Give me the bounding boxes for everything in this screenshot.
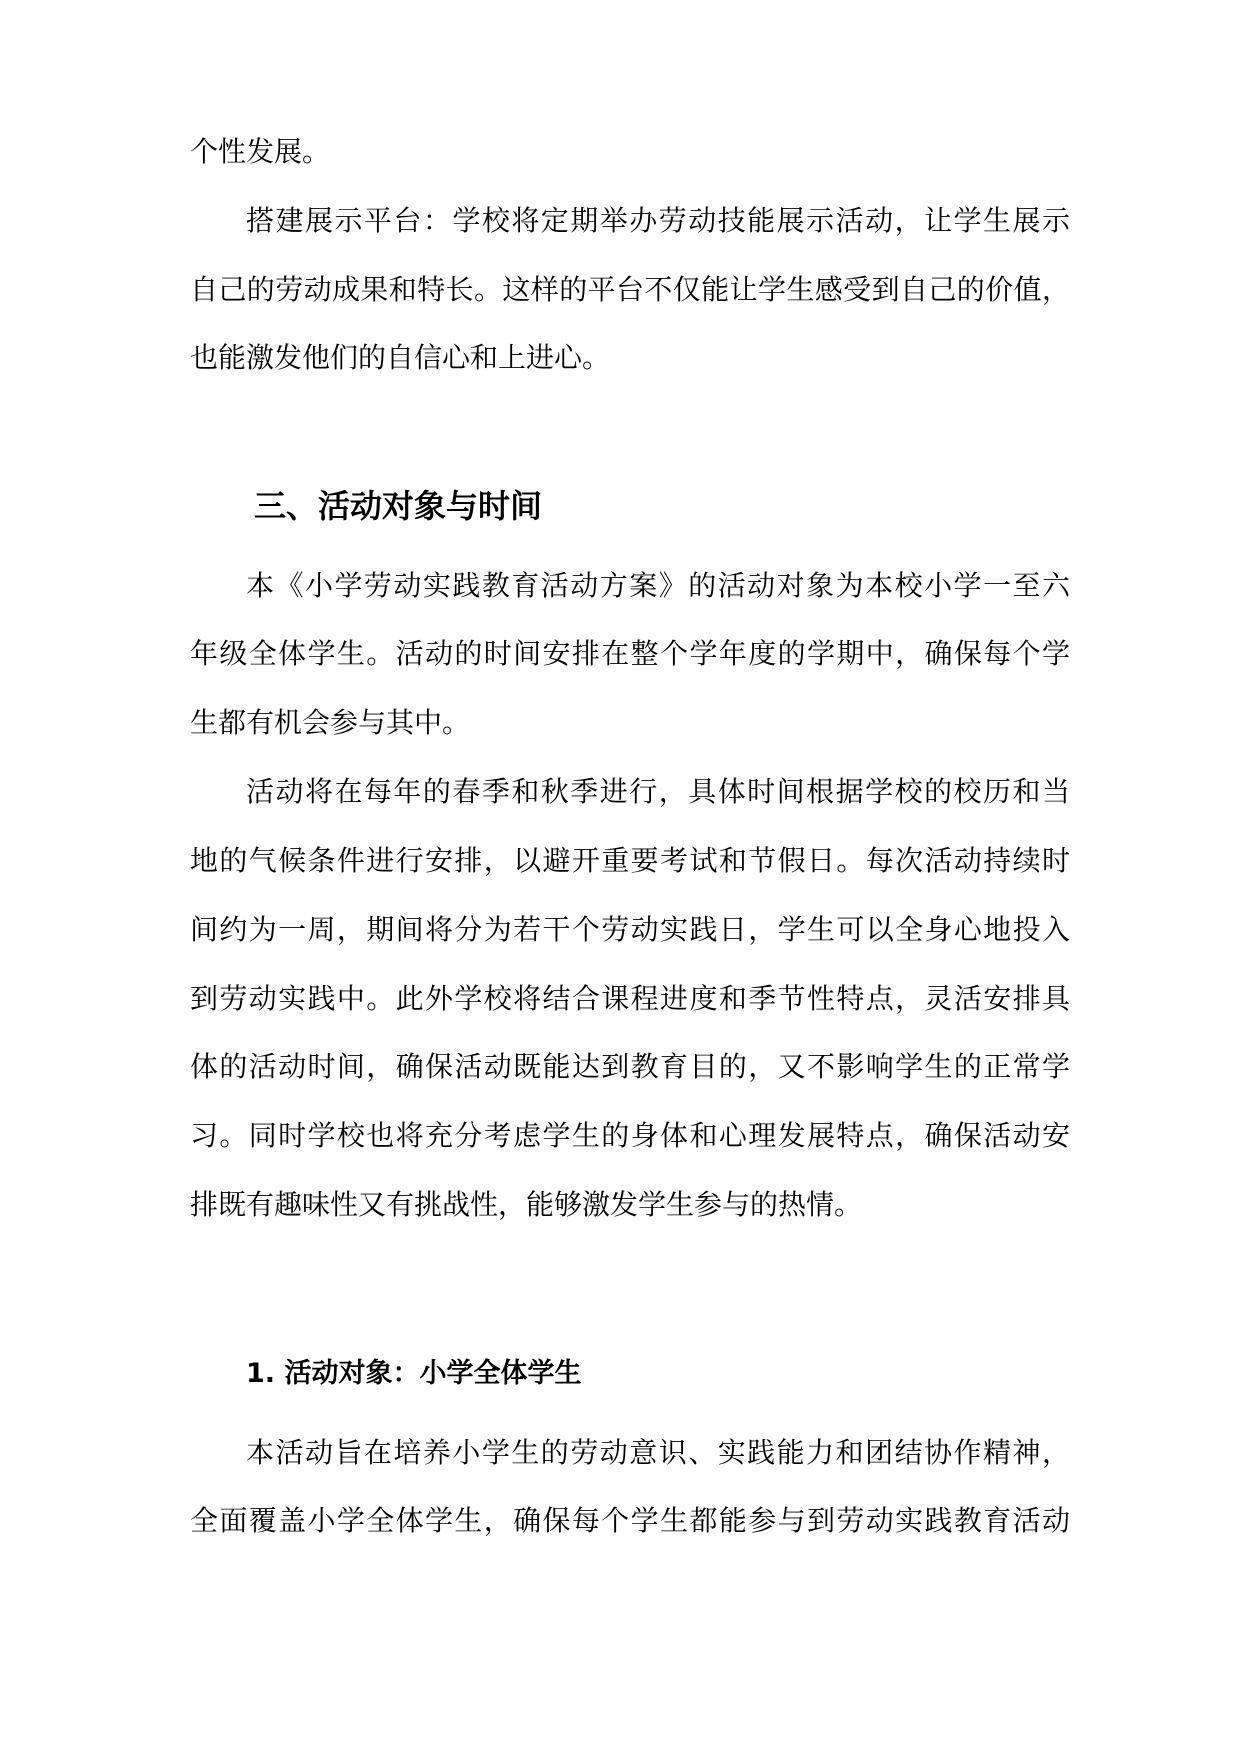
paragraph-line: 个性发展。 — [190, 135, 331, 168]
paragraph-line: 也能激发他们的自信心和上进心。 — [190, 341, 611, 374]
paragraph-line: 体的活动时间，确保活动既能达到教育目的，又不影响学生的正常学 — [190, 1050, 1070, 1083]
paragraph-line: 本活动旨在培养小学生的劳动意识、实践能力和团结协作精神， — [246, 1436, 1070, 1469]
paragraph-line: 全面覆盖小学全体学生，确保每个学生都能参与到劳动实践教育活动 — [190, 1504, 1070, 1537]
paragraph-line: 到劳动实践中。此外学校将结合课程进度和季节性特点，灵活安排具 — [190, 982, 1070, 1015]
paragraph-line: 地的气候条件进行安排，以避开重要考试和节假日。每次活动持续时 — [190, 844, 1070, 877]
paragraph-line: 本《小学劳动实践教育活动方案》的活动对象为本校小学一至六 — [246, 569, 1070, 602]
paragraph-line: 间约为一周，期间将分为若干个劳动实践日，学生可以全身心地投入 — [190, 913, 1070, 946]
paragraph-line: 活动将在每年的春季和秋季进行，具体时间根据学校的校历和当 — [246, 775, 1070, 808]
section-heading: 三、活动对象与时间 — [254, 487, 543, 525]
paragraph-line: 习。同时学校也将充分考虑学生的身体和心理发展特点，确保活动安 — [190, 1119, 1070, 1152]
paragraph-line: 年级全体学生。活动的时间安排在整个学年度的学期中，确保每个学 — [190, 637, 1070, 670]
paragraph-line: 搭建展示平台：学校将定期举办劳动技能展示活动，让学生展示 — [246, 204, 1070, 237]
subsection-heading: 1. 活动对象：小学全体学生 — [246, 1358, 582, 1389]
paragraph-line: 生都有机会参与其中。 — [190, 706, 471, 739]
paragraph-line: 排既有趣味性又有挑战性，能够激发学生参与的热情。 — [190, 1188, 863, 1221]
paragraph-line: 自己的劳动成果和特长。这样的平台不仅能让学生感受到自己的价值， — [190, 273, 1070, 306]
